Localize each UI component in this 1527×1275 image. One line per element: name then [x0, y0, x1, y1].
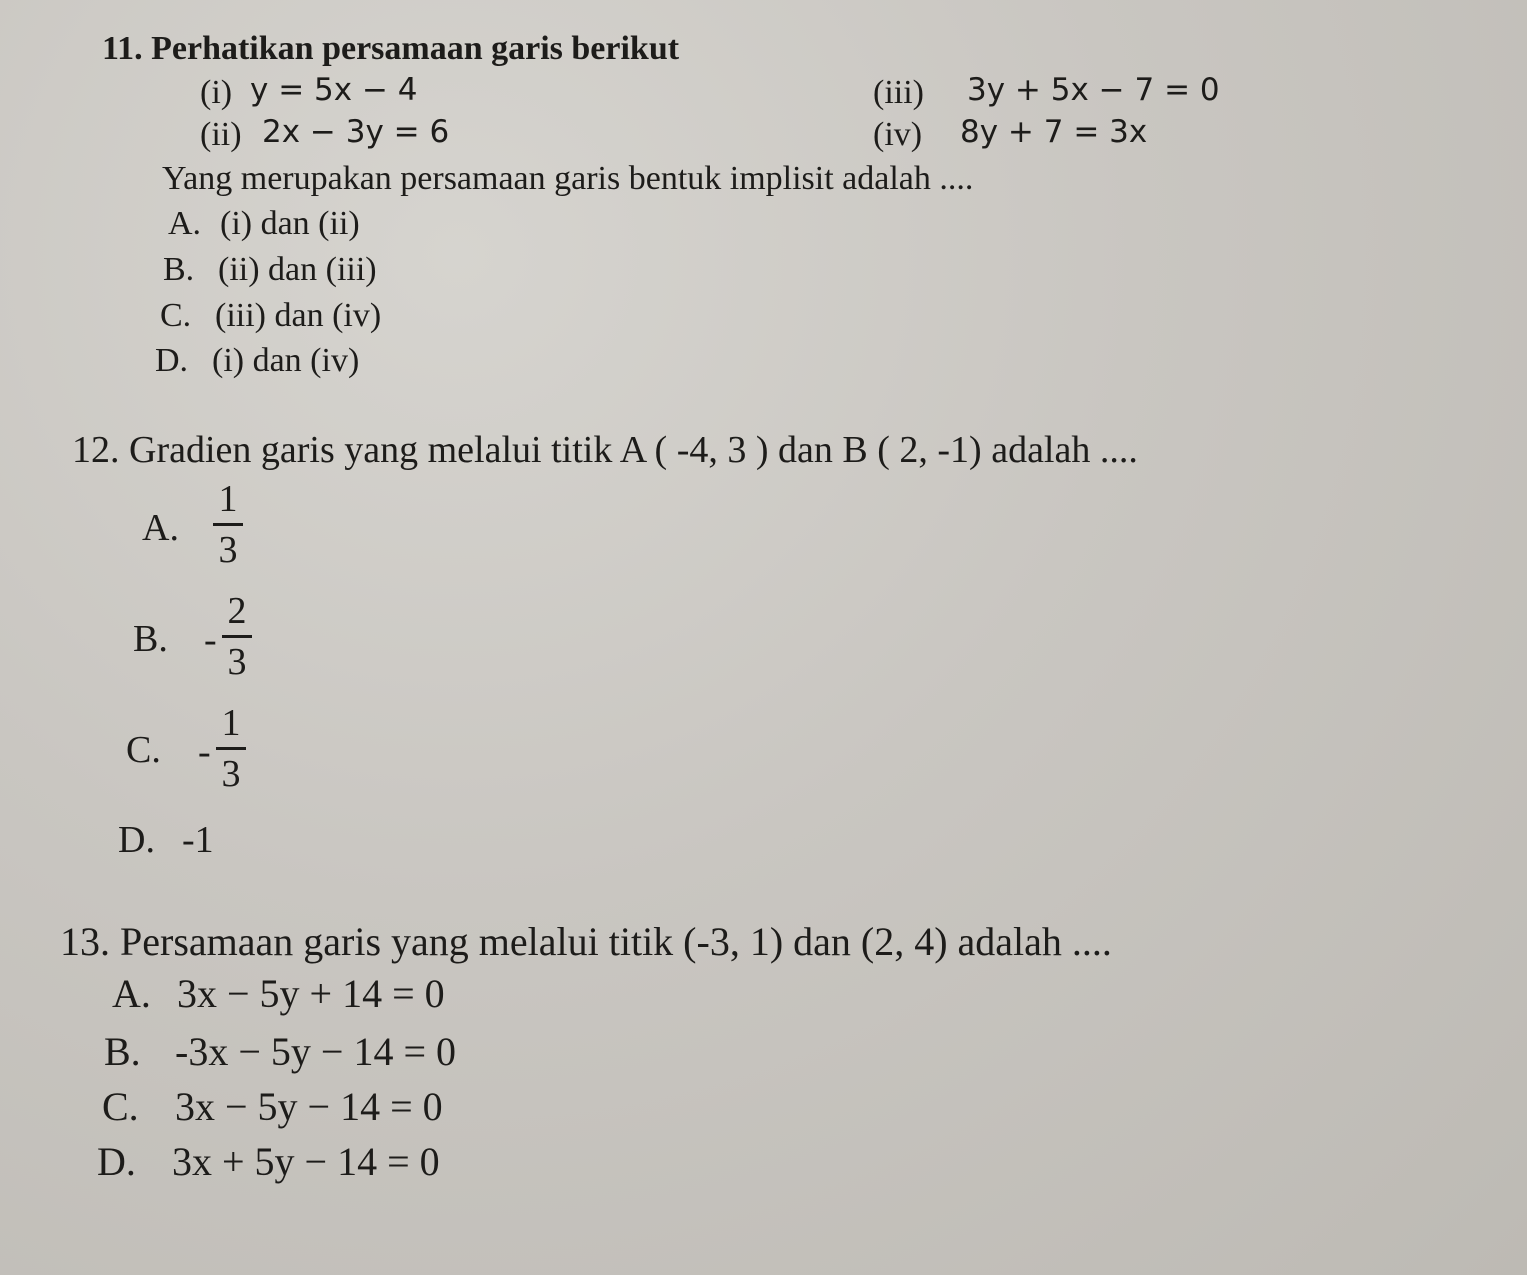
q11-option-b-text: (ii) dan (iii) [218, 251, 377, 288]
q13-option-d-text: 3x + 5y − 14 = 0 [172, 1139, 440, 1184]
q12-option-c-fraction [216, 702, 246, 795]
q12-option-b-letter: B. [133, 618, 168, 660]
q12-option-a-letter: A. [142, 507, 179, 549]
q11-item-i-equation: y = 5x − 4 [250, 72, 418, 108]
q12-option-d-letter: D. [118, 819, 155, 861]
q11-option-c-text: (iii) dan (iv) [215, 297, 382, 334]
q12-option-c-denominator: 3 [221, 753, 241, 795]
q13-option-a-text: 3x − 5y + 14 = 0 [177, 971, 445, 1016]
q12-option-b-numerator: 2 [227, 590, 247, 632]
fraction-bar [216, 747, 246, 750]
q12-option-a-denominator: 3 [218, 529, 238, 571]
q11-option-a-letter: A. [168, 205, 202, 242]
question-12-title: 12. Gradien garis yang melalui titik A ( -4, 3 ) dan B ( 2, -1) adalah .... [72, 429, 1138, 471]
q13-option-a-letter: A. [112, 971, 151, 1016]
q12-option-b-denominator: 3 [227, 641, 247, 683]
q11-item-i-label: (i) [200, 74, 233, 111]
q11-item-iv-equation: 8y + 7 = 3x [960, 114, 1148, 150]
q13-option-d-letter: D. [97, 1139, 136, 1184]
q12-option-b-sign: - [204, 619, 217, 661]
q11-prompt: Yang merupakan persamaan garis bentuk implisit adalah .... [162, 160, 974, 197]
q12-option-a-numerator: 1 [218, 478, 238, 520]
q13-option-b-text: -3x − 5y − 14 = 0 [175, 1029, 456, 1074]
question-13-title: 13. Persamaan garis yang melalui titik (-3, 1) dan (2, 4) adalah .... [60, 919, 1112, 964]
q11-option-a-text: (i) dan (ii) [220, 205, 360, 242]
q11-item-iv-label: (iv) [873, 116, 923, 153]
q12-option-c-sign: - [198, 731, 211, 773]
q12-option-c-letter: C. [126, 729, 161, 771]
q11-option-d-text: (i) dan (iv) [212, 342, 360, 379]
q13-option-c-text: 3x − 5y − 14 = 0 [175, 1084, 443, 1129]
q11-option-b-letter: B. [163, 251, 195, 288]
q13-option-c-letter: C. [102, 1084, 139, 1129]
fraction-bar [222, 635, 252, 638]
fraction-bar [213, 523, 243, 526]
q11-item-iii-equation: 3y + 5x − 7 = 0 [967, 72, 1220, 108]
question-11-title: 11. Perhatikan persamaan garis berikut [102, 30, 680, 67]
q11-option-c-letter: C. [160, 297, 192, 334]
q11-item-ii-equation: 2x − 3y = 6 [262, 114, 450, 150]
q12-option-b-fraction [222, 590, 252, 683]
q11-item-ii-label: (ii) [200, 116, 242, 153]
q11-option-d-letter: D. [155, 342, 189, 379]
q12-option-a-fraction [213, 478, 243, 571]
q12-option-c-numerator: 1 [221, 702, 241, 744]
q11-item-iii-label: (iii) [873, 74, 924, 111]
q13-option-b-letter: B. [104, 1029, 141, 1074]
q12-option-d-text: -1 [182, 819, 214, 861]
